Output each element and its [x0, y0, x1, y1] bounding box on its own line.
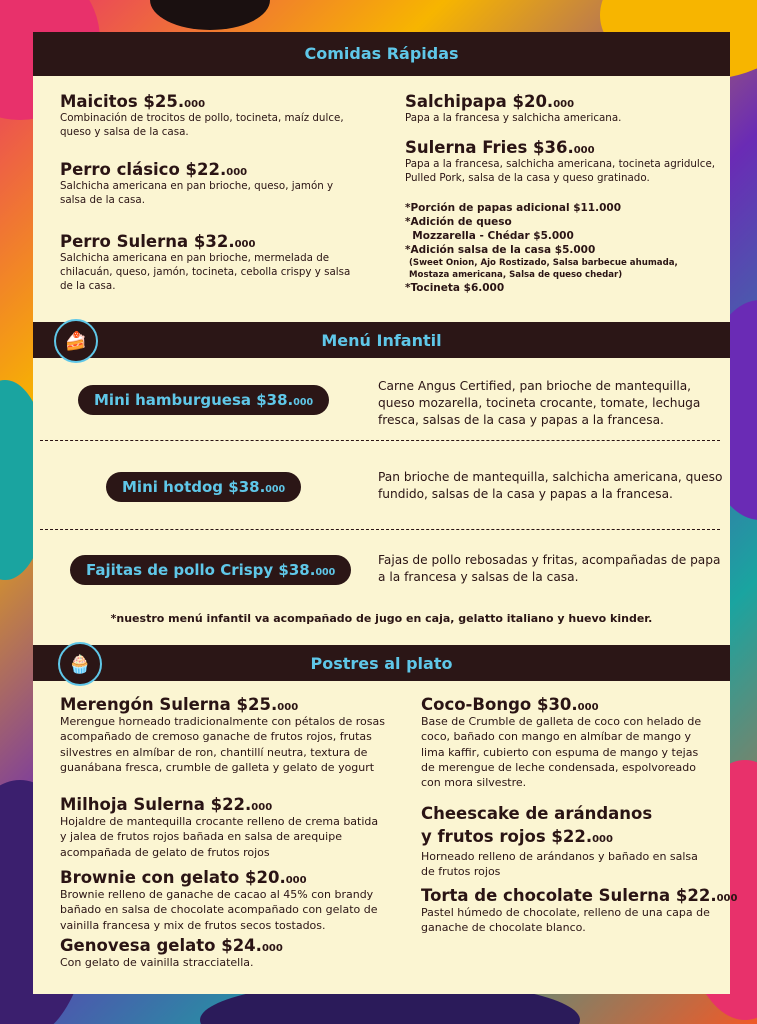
item-description: Con gelato de vainilla stracciatella. — [60, 956, 254, 969]
menu-item-perro-clasico — [60, 160, 360, 207]
section-band-fast-food — [33, 32, 730, 76]
item-name: Perro Sulerna $32. — [60, 232, 235, 251]
kids-item-description: Carne Angus Certified, pan brioche de mantequilla, queso mozarella, tocineta crocante, tomate, lechuga fresca, salsas de la casa y papas a la francesa. — [378, 379, 701, 427]
sauce-options: (Sweet Onion, Ajo Rostizado, Salsa barbecue ahumada, Mostaza americana, Salsa de queso chedar) — [409, 258, 678, 280]
item-price-thousands: 000 — [226, 167, 248, 178]
dessert-coco-bongo — [421, 695, 711, 790]
divider — [40, 440, 720, 441]
item-description: Pastel húmedo de chocolate, relleno de una capa de ganache de chocolate blanco. — [421, 906, 710, 935]
section-band-desserts — [33, 645, 730, 681]
item-price-thousands: 000 — [285, 875, 307, 886]
dessert-brownie — [60, 868, 385, 933]
item-description: Hojaldre de mantequilla crocante relleno de crema batida y jalea de frutos rojos bañada en salsa de arequipe acompañada de gelato de frutos rojos — [60, 815, 379, 859]
item-description: Base de Crumble de galleta de coco con helado de coco, bañado con mango en almíbar de mango y lima kaffir, cubierto con espuma de mango y tejas de merengue de leche condensada, espolvoreado con mora silvestre. — [421, 715, 702, 790]
item-price-thousands: 000 — [315, 567, 336, 578]
divider — [40, 529, 720, 530]
item-description: Horneado relleno de arándanos y bañado en salsa de frutos rojos — [421, 850, 698, 879]
kids-item-mini-hamburguesa — [78, 385, 329, 415]
item-price-thousands: 000 — [716, 893, 738, 904]
menu-item-salchipapa — [405, 92, 725, 125]
kids-item-description: Pan brioche de mantequilla, salchicha americana, queso fundido, salsas de la casa y papas a la francesa. — [378, 470, 723, 501]
item-price-thousands: 000 — [265, 484, 286, 495]
item-price-thousands: 000 — [553, 99, 575, 110]
item-name: Merengón Sulerna $25. — [60, 695, 278, 714]
item-name: Sulerna Fries $36. — [405, 138, 574, 157]
item-description: Salchicha americana en pan brioche, queso, jamón y salsa de la casa. — [60, 180, 334, 206]
kids-item-description: Fajas de pollo rebosadas y fritas, acompañadas de papa a la francesa y salsas de la casa. — [378, 553, 721, 584]
item-name: Genovesa gelato $24. — [60, 936, 262, 955]
dessert-torta-chocolate — [421, 886, 738, 936]
dessert-cheesecake — [421, 804, 711, 880]
item-name-line1: Cheescake de arándanos — [421, 804, 653, 823]
item-description: Papa a la francesa y salchicha americana. — [405, 112, 622, 124]
item-price-thousands: 000 — [234, 239, 256, 250]
item-name: Maicitos $25. — [60, 92, 185, 111]
extra-sauce: *Adición salsa de la casa $5.000 — [405, 244, 596, 256]
cake-icon: 🍰 — [54, 319, 98, 363]
item-name: Mini hamburguesa $38. — [94, 391, 294, 409]
item-price-thousands: 000 — [184, 99, 206, 110]
section-band-kids — [33, 322, 730, 358]
item-name: y frutos rojos $22. — [421, 827, 593, 846]
item-price-thousands: 000 — [592, 834, 613, 845]
kids-menu-note: *nuestro menú infantil va acompañado de jugo en caja, gelatto italiano y huevo kinder. — [110, 612, 653, 625]
item-name: Milhoja Sulerna $22. — [60, 795, 252, 814]
section-title-desserts: Postres al plato — [310, 654, 453, 673]
dessert-genovesa — [60, 936, 385, 970]
extra-cheese: *Adición de queso — [405, 216, 512, 228]
extra-bacon: *Tocineta $6.000 — [405, 282, 505, 294]
menu-item-sulerna-fries — [405, 138, 725, 185]
extra-cheese-types: Mozzarella - Chédar $5.000 — [405, 230, 574, 242]
menu-item-maicitos — [60, 92, 360, 139]
extra-fries: *Porción de papas adicional $11.000 — [405, 202, 622, 214]
item-name: Mini hotdog $38. — [122, 478, 266, 496]
item-price-thousands: 000 — [251, 802, 273, 813]
extras-list — [405, 201, 725, 295]
item-price-thousands: 000 — [261, 943, 283, 954]
item-description: Papa a la francesa, salchicha americana, tocineta agridulce, Pulled Pork, salsa de la casa y queso gratinado. — [405, 158, 716, 184]
cupcake-icon: 🧁 — [58, 642, 102, 686]
item-price-thousands: 000 — [277, 702, 299, 713]
item-name: Salchipapa $20. — [405, 92, 554, 111]
item-price-thousands: 000 — [573, 145, 595, 156]
item-name: Brownie con gelato $20. — [60, 868, 286, 887]
kids-item-fajitas — [70, 555, 351, 585]
section-title-fast-food: Comidas Rápidas — [304, 44, 459, 63]
dessert-merengon — [60, 695, 385, 775]
item-price-thousands: 000 — [577, 702, 599, 713]
section-title-kids: Menú Infantil — [321, 331, 442, 350]
item-description: Merengue horneado tradicionalmente con pétalos de rosas acompañado de cremoso ganache de frutos rojos, frutas silvestres en almíbar de ron, chantillí neutra, textura de guanábana fresca, crumble de galleta y gelato de yogurt — [60, 715, 385, 774]
item-name: Fajitas de pollo Crispy $38. — [86, 561, 316, 579]
item-description: Brownie relleno de ganache de cacao al 45% con brandy bañado en salsa de chocolate acompañado con gelato de vainilla francesa y mix de frutos secos tostados. — [60, 888, 378, 932]
item-price-thousands: 000 — [293, 397, 314, 408]
menu-item-perro-sulerna — [60, 232, 360, 293]
item-description: Combinación de trocitos de pollo, tocineta, maíz dulce, queso y salsa de la casa. — [60, 112, 344, 138]
dessert-milhoja — [60, 795, 385, 860]
item-description: Salchicha americana en pan brioche, mermelada de chilacuán, queso, jamón, tocineta, cebolla crispy y salsa de la casa. — [60, 252, 351, 292]
item-name: Torta de chocolate Sulerna $22. — [421, 886, 717, 905]
item-name: Perro clásico $22. — [60, 160, 227, 179]
kids-item-mini-hotdog — [106, 472, 301, 502]
item-name: Coco-Bongo $30. — [421, 695, 578, 714]
